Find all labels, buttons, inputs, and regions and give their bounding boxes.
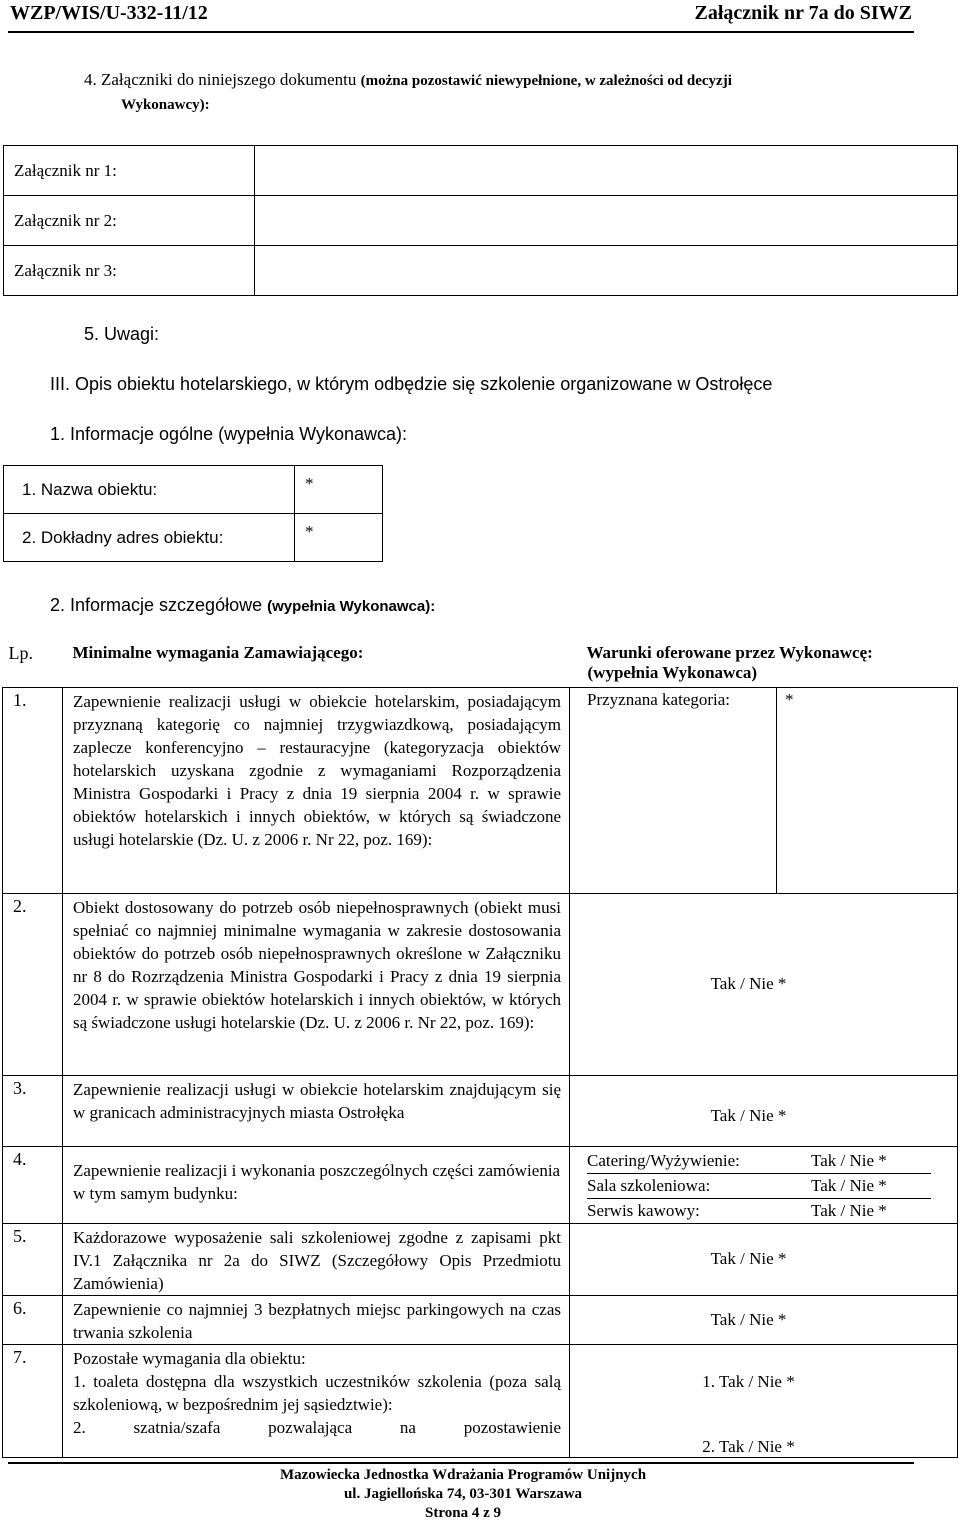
offer-yes-no[interactable]: Tak / Nie *	[570, 1295, 958, 1344]
attachment-number: Załącznik nr 7a do SIWZ	[694, 2, 912, 24]
row7-title: Pozostałe wymagania dla obiektu:	[73, 1348, 306, 1368]
offer-item	[587, 1174, 957, 1199]
category-label: Przyznana kategoria:	[587, 689, 731, 709]
table-row	[3, 1295, 958, 1344]
row7-sub1: 1. toaleta dostępna dla wszystkich uczestników szkolenia (poza salą szkoleniową, w bezpośrednim jej sąsiedztwie):	[73, 1371, 561, 1414]
requirement-text: Każdorazowe wyposażenie sali szkoleniowej zgodne z zapisami pkt IV.1 Załącznika nr 2a do SIWZ (Szczegółowy Opis Przedmiotu Zamówienia)	[63, 1223, 570, 1295]
section4-title	[84, 70, 924, 90]
header-rule	[8, 31, 914, 33]
attachment-label: Załącznik nr 1:	[4, 146, 255, 196]
detailed-info-title	[50, 595, 435, 616]
section3-title: III. Opis obiektu hotelarskiego, w którym odbędzie się szkolenie organizowane w Ostrołęce	[50, 374, 773, 394]
detailed-info-label: 2. Informacje szczegółowe	[50, 595, 268, 615]
offer-yes-no[interactable]: Tak / Nie *	[570, 893, 958, 1075]
section4-note-line2: Wykonawcy):	[121, 97, 210, 113]
col-offer-line2: (wypełnia Wykonawca)	[587, 663, 758, 682]
row-number: 1.	[3, 687, 63, 893]
requirements-table	[2, 639, 958, 1458]
offer-item	[587, 1199, 957, 1223]
offer-yes-no[interactable]: Tak / Nie *	[570, 1075, 958, 1146]
row-number: 5.	[3, 1223, 63, 1295]
category-value[interactable]: *	[776, 688, 957, 894]
row-number: 7.	[3, 1344, 63, 1457]
row7-sub2: 2. szatnia/szafa pozwalająca na pozostawienie	[73, 1417, 561, 1437]
requirement-text: Zapewnienie realizacji i wykonania poszczególnych części zamówienia w tym samym budynku:	[63, 1146, 570, 1223]
detailed-info-note: (wypełnia Wykonawca):	[267, 598, 436, 615]
attachment-value[interactable]	[255, 146, 958, 196]
table-row	[3, 1223, 958, 1295]
requirement-text: Obiekt dostosowany do potrzeb osób niepełnosprawnych (obiekt musi spełniać co najmniej minimalne wymagania w zakresie dostosowania obiektów do potrzeb osób niepełnosprawnych określone w Załączniku nr 8 do Rozrządzenia Ministra Gospodarki i Pracy z dnia 19 sierpnia 2004 r. w sprawie obiektów hotelarskich i innych obiektów, w których są świadczone usługi hotelarskie (Dz. U. z 2006 r. Nr 22, poz. 169):	[63, 893, 570, 1075]
offer-item-value[interactable]: Tak / Nie *	[811, 1200, 887, 1220]
table-row	[3, 893, 958, 1075]
offer-item-label: Catering/Wyżywienie:	[587, 1149, 811, 1174]
offer-sub2[interactable]: 2. Tak / Nie *	[702, 1436, 795, 1456]
offer-item-label: Serwis kawowy:	[587, 1200, 700, 1220]
footer-address: ul. Jagiellońska 74, 03-301 Warszawa	[343, 1486, 583, 1502]
col-requirement: Minimalne wymagania Zamawiającego:	[72, 643, 364, 662]
row-number: 4.	[3, 1146, 63, 1223]
requirement-text	[63, 1344, 570, 1457]
section4-title-main: 4. Załączniki do niniejszego dokumentu	[84, 70, 361, 89]
row-number: 3.	[3, 1075, 63, 1146]
attachments-table	[3, 145, 958, 296]
offer-items	[570, 1146, 958, 1223]
col-offer	[570, 639, 958, 687]
attachment-value[interactable]	[255, 196, 958, 246]
table-row	[3, 1344, 958, 1457]
footer-page-number: Strona 4 z 9	[425, 1505, 501, 1521]
offer-cell	[570, 1344, 958, 1457]
row-number: 2.	[3, 893, 63, 1075]
footer	[0, 1466, 926, 1523]
offer-item-value[interactable]: Tak / Nie *	[811, 1174, 931, 1199]
offer-item	[587, 1149, 957, 1174]
table-row	[3, 1075, 958, 1146]
general-info-title: 1. Informacje ogólne (wypełnia Wykonawca):	[50, 424, 408, 444]
requirement-text: Zapewnienie co najmniej 3 bezpłatnych miejsc parkingowych na czas trwania szkolenia	[63, 1295, 570, 1344]
offer-item-value[interactable]: Tak / Nie *	[811, 1149, 931, 1174]
attachment-label: Załącznik nr 3:	[4, 246, 255, 296]
col-offer-line1: Warunki oferowane przez Wykonawcę:	[586, 643, 873, 662]
row-number: 6.	[3, 1295, 63, 1344]
requirement-text: Zapewnienie realizacji usługi w obiekcie hotelarskim znajdującym się w granicach administracyjnych miasta Ostrołęka	[63, 1075, 570, 1146]
attachment-label: Załącznik nr 2:	[4, 196, 255, 246]
object-name-label: 1. Nazwa obiektu:	[4, 466, 295, 514]
object-name-value[interactable]: *	[295, 466, 383, 514]
footer-organization: Mazowiecka Jednostka Wdrażania Programów Unijnych	[279, 1467, 647, 1483]
col-lp: Lp.	[8, 643, 33, 663]
document-reference: WZP/WIS/U-332-11/12	[10, 2, 208, 24]
offer-item-label: Sala szkoleniowa:	[587, 1174, 811, 1199]
attachment-value[interactable]	[255, 246, 958, 296]
offer-yes-no[interactable]: Tak / Nie *	[570, 1223, 958, 1295]
object-address-label: 2. Dokładny adres obiektu:	[4, 514, 295, 562]
offer-sub1[interactable]: 1. Tak / Nie *	[702, 1371, 795, 1391]
offer-cell	[570, 687, 958, 893]
general-info-table	[3, 465, 383, 562]
object-address-value[interactable]: *	[295, 514, 383, 562]
table-row	[3, 1146, 958, 1223]
section4-note: (można pozostawić niewypełnione, w zależności od decyzji	[360, 73, 732, 89]
requirement-text: Zapewnienie realizacji usługi w obiekcie hotelarskim, posiadającym przyznaną kategorię co najmniej trzygwiazdkową, posiadającym zaplecze konferencyjno – restauracyjne (kategoryzacja obiektów hotelarskich uzyskana zgodnie z wymaganiami Rozporządzenia Ministra Gospodarki i Pracy z dnia 19 sierpnia 2004 r. w sprawie obiektów hotelarskich i innych obiektów, w których są świadczone usługi hotelarskie (Dz. U. z 2006 r. Nr 22, poz. 169):	[63, 687, 570, 893]
remarks-label: 5. Uwagi:	[84, 324, 160, 344]
footer-rule	[8, 1462, 914, 1464]
table-row	[3, 687, 958, 893]
